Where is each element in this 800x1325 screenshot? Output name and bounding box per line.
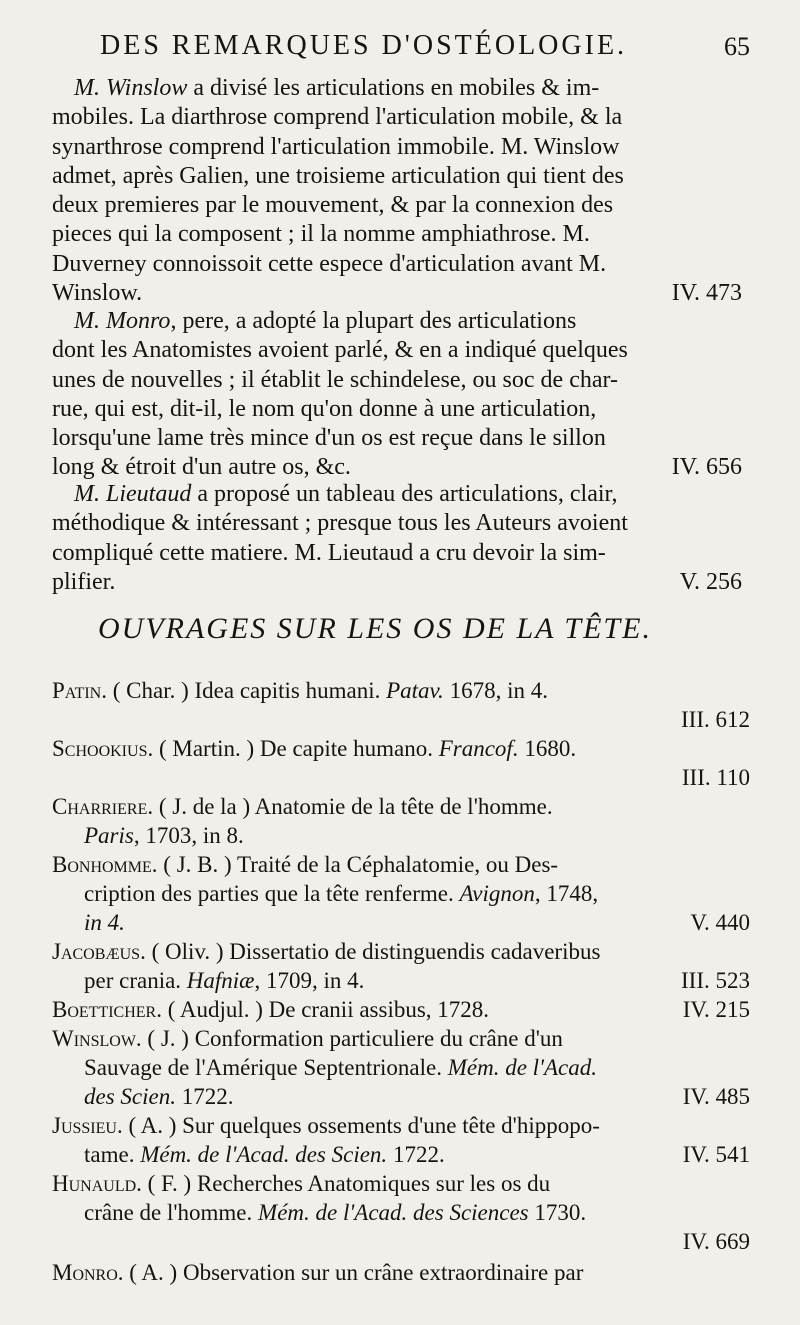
bib-entry-jacobaeus: Jacobæus. ( Oliv. ) Dissertatio de distinguendis cadaveribus per crania. Hafniæ, 1709, in 4. III. 523 [52, 937, 772, 995]
paragraph-name: M. Winslow [74, 75, 188, 101]
running-title: DES REMARQUES D'OSTÉOLOGIE. [100, 30, 628, 61]
bib-entry-bonhomme: Bonhomme. ( J. B. ) Traité de la Céphalatomie, ou Des- cription des parties que la tête renferme. Avignon, 1748, in 4. V. 440 [52, 850, 772, 937]
paragraph-winslow: M. Winslow a divisé les articulations en mobiles & im- mobiles. La diarthrose comprend l'articulation mobile, & la synarthrose comprend l'articulation immobile. M. Winslow admet, après Galien, une troisieme articulation qui tient des deux premieres par le mouvement, & par la connexion des pieces qui la composent ; il la nomme amphiathrose. M. Duverney connoissoit cette espece d'articulation avant M. Winslow. IV. 473 [52, 74, 772, 308]
volume-reference: IV. 473 [671, 280, 742, 307]
volume-reference: III. 612 [681, 707, 750, 732]
bib-entry-jussieu: Jussieu. ( A. ) Sur quelques ossements d'une tête d'hippopo- tame. Mém. de l'Acad. des Scien. 1722. IV. 541 [52, 1111, 772, 1169]
entry-author: Charriere. [52, 794, 154, 819]
section-title: OUVRAGES SUR LES OS DE LA TÊTE. [98, 612, 652, 645]
entry-author: Schookius. [52, 736, 154, 761]
entry-author: Monro. [52, 1260, 124, 1285]
entry-author: Patin. [52, 678, 107, 703]
bib-entry-monro: Monro. ( A. ) Observation sur un crâne extraordinaire par [52, 1260, 584, 1285]
volume-reference: IV. 485 [682, 1084, 750, 1109]
entry-author: Bonhomme. [52, 852, 158, 877]
paragraph-name: M. Lieutaud [74, 481, 192, 507]
paragraph-monro: M. Monro, pere, a adopté la plupart des articulations dont les Anatomistes avoient parlé, & en a indiqué quelques unes de nouvelles ; il établit le schindelese, ou soc de char- rue, qui est, dit-il, le nom qu'on donne à une articulation, lorsqu'une lame très mince d'un os est reçue dans le sillon long & étroit d'un autre os, &c. IV. 656 [52, 307, 772, 483]
bib-entry-hunauld: Hunauld. ( F. ) Recherches Anatomiques sur les os du crâne de l'homme. Mém. de l'Acad. des Sciences 1730. IV. 669 [52, 1169, 772, 1256]
bib-entry-patin: Patin. ( Char. ) Idea capitis humani. Patav. 1678, in 4. III. 612 [52, 676, 772, 734]
entry-author: Jacobæus. [52, 939, 146, 964]
paragraph-name: M. Monro [74, 308, 171, 334]
volume-reference: IV. 669 [682, 1229, 750, 1254]
page-number: 65 [724, 32, 750, 61]
bib-entry-charriere: Charriere. ( J. de la ) Anatomie de la tête de l'homme. Paris, 1703, in 8. [52, 794, 553, 848]
bib-entry-schookius: Schookius. ( Martin. ) De capite humano. Francof. 1680. III. 110 [52, 734, 772, 792]
page-header [100, 30, 750, 66]
volume-reference: IV. 656 [671, 454, 742, 481]
bib-entry-winslow: Winslow. ( J. ) Conformation particuliere du crâne d'un Sauvage de l'Amérique Septentrionale. Mém. de l'Acad. des Scien. 1722. IV. 485 [52, 1024, 772, 1111]
volume-reference: IV. 541 [682, 1142, 750, 1167]
volume-reference: V. 440 [690, 910, 750, 935]
entry-author: Hunauld. [52, 1171, 142, 1196]
entry-author: Boetticher. [52, 997, 162, 1022]
volume-reference: III. 523 [681, 968, 750, 993]
volume-reference: V. 256 [679, 568, 742, 595]
volume-reference: IV. 215 [682, 997, 750, 1022]
entry-author: Jussieu. [52, 1113, 123, 1138]
bib-entry-boetticher: Boetticher. ( Audjul. ) De cranii assibus, 1728. IV. 215 [52, 995, 772, 1024]
paragraph-lieutaud: M. Lieutaud a proposé un tableau des articulations, clair, méthodique & intéressant ; presque tous les Auteurs avoient compliqué cette matiere. M. Lieutaud a cru devoir la sim- plifier. V. 256 [52, 480, 772, 597]
volume-reference: III. 110 [681, 765, 750, 790]
entry-author: Winslow. [52, 1026, 142, 1051]
